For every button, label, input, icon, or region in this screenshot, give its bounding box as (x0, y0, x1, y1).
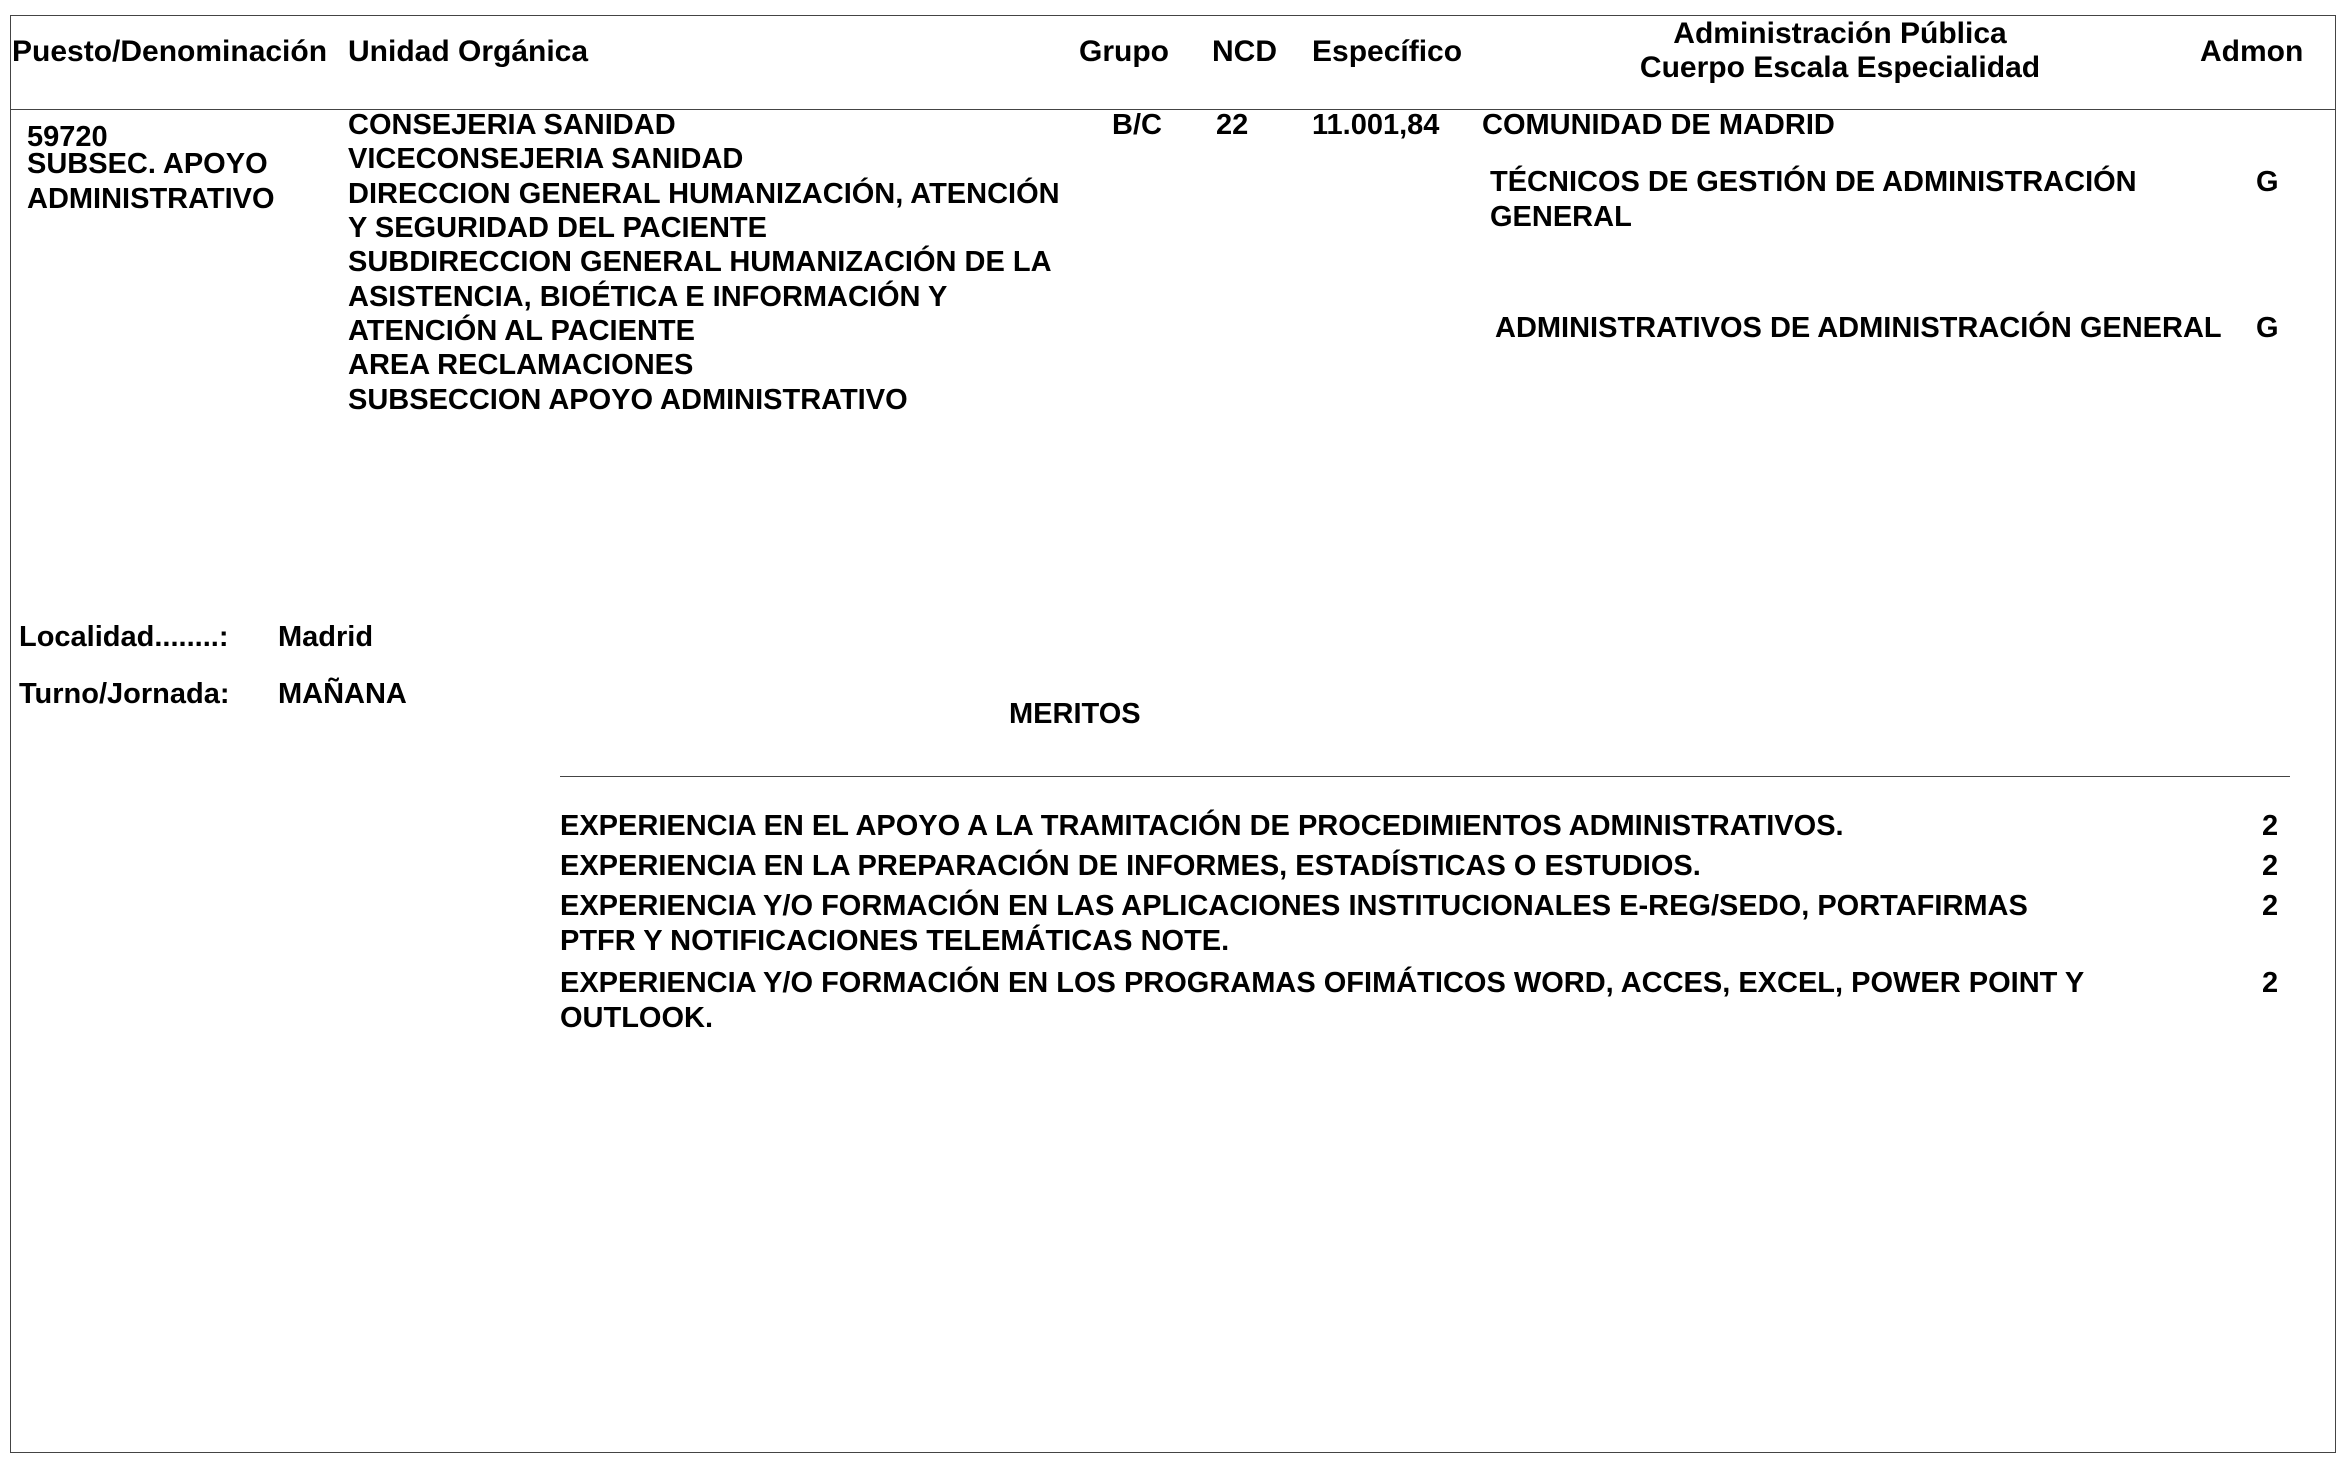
turno-value: MAÑANA (278, 678, 407, 710)
meritos-divider (560, 776, 2290, 777)
unidad-line: ASISTENCIA, BIOÉTICA E INFORMACIÓN Y (348, 281, 948, 313)
unidad-line: ATENCIÓN AL PACIENTE (348, 315, 695, 347)
merito-points: 2 (2262, 810, 2279, 842)
meritos-title: MERITOS (1009, 698, 1141, 730)
localidad-value: Madrid (278, 621, 374, 653)
puesto-codigo: 59720 (27, 121, 108, 153)
merito-points: 2 (2262, 850, 2279, 882)
header-administracion-publica: Administración Pública (1673, 17, 2007, 50)
merito-line: EXPERIENCIA EN EL APOYO A LA TRAMITACIÓN DE PROCEDIMIENTOS ADMINISTRATIVOS. (560, 810, 1844, 842)
merito-line: OUTLOOK. (560, 1002, 714, 1034)
merito-line: EXPERIENCIA Y/O FORMACIÓN EN LAS APLICACIONES INSTITUCIONALES E-REG/SEDO, PORTAFIRMAS (560, 890, 2028, 922)
header-unidad-organica: Unidad Orgánica (348, 35, 589, 68)
merito-points: 2 (2262, 890, 2279, 922)
header-grupo: Grupo (1079, 35, 1169, 68)
merito-line: PTFR Y NOTIFICACIONES TELEMÁTICAS NOTE. (560, 925, 1230, 957)
grupo-value: B/C (1112, 109, 1162, 141)
cuerpo-line: GENERAL (1490, 201, 1632, 233)
unidad-line: SUBDIRECCION GENERAL HUMANIZACIÓN DE LA (348, 246, 1052, 278)
puesto-denominacion-line: SUBSEC. APOYO (27, 148, 268, 180)
administracion-value: COMUNIDAD DE MADRID (1482, 109, 1835, 141)
merito-line: EXPERIENCIA Y/O FORMACIÓN EN LOS PROGRAMAS OFIMÁTICOS WORD, ACCES, EXCEL, POWER POINT Y (560, 967, 2085, 999)
header-cuerpo-escala: Cuerpo Escala Especialidad (1639, 51, 2041, 84)
especifico-value: 11.001,84 (1312, 109, 1440, 141)
unidad-line: DIRECCION GENERAL HUMANIZACIÓN, ATENCIÓN (348, 178, 1060, 210)
cuerpo-line: TÉCNICOS DE GESTIÓN DE ADMINISTRACIÓN (1490, 166, 2137, 198)
cuerpo-admon: G (2256, 166, 2279, 198)
cuerpo-line: ADMINISTRATIVOS DE ADMINISTRACIÓN GENERAL (1495, 312, 2222, 344)
unidad-line: VICECONSEJERIA SANIDAD (348, 143, 744, 175)
header-puesto: Puesto/Denominación (12, 35, 328, 68)
merito-points: 2 (2262, 967, 2279, 999)
header-admon: Admon (2200, 35, 2304, 68)
turno-label: Turno/Jornada: (19, 678, 230, 710)
unidad-line: Y SEGURIDAD DEL PACIENTE (348, 212, 767, 244)
cuerpo-admon: G (2256, 312, 2279, 344)
puesto-denominacion-line: ADMINISTRATIVO (27, 183, 275, 215)
unidad-line: CONSEJERIA SANIDAD (348, 109, 676, 141)
ncd-value: 22 (1216, 109, 1249, 141)
merito-line: EXPERIENCIA EN LA PREPARACIÓN DE INFORMES, ESTADÍSTICAS O ESTUDIOS. (560, 850, 1701, 882)
header-ncd: NCD (1212, 35, 1277, 68)
unidad-line: SUBSECCION APOYO ADMINISTRATIVO (348, 384, 908, 416)
localidad-label: Localidad........: (19, 621, 229, 653)
unidad-line: AREA RECLAMACIONES (348, 349, 694, 381)
header-especifico: Específico (1312, 35, 1463, 68)
